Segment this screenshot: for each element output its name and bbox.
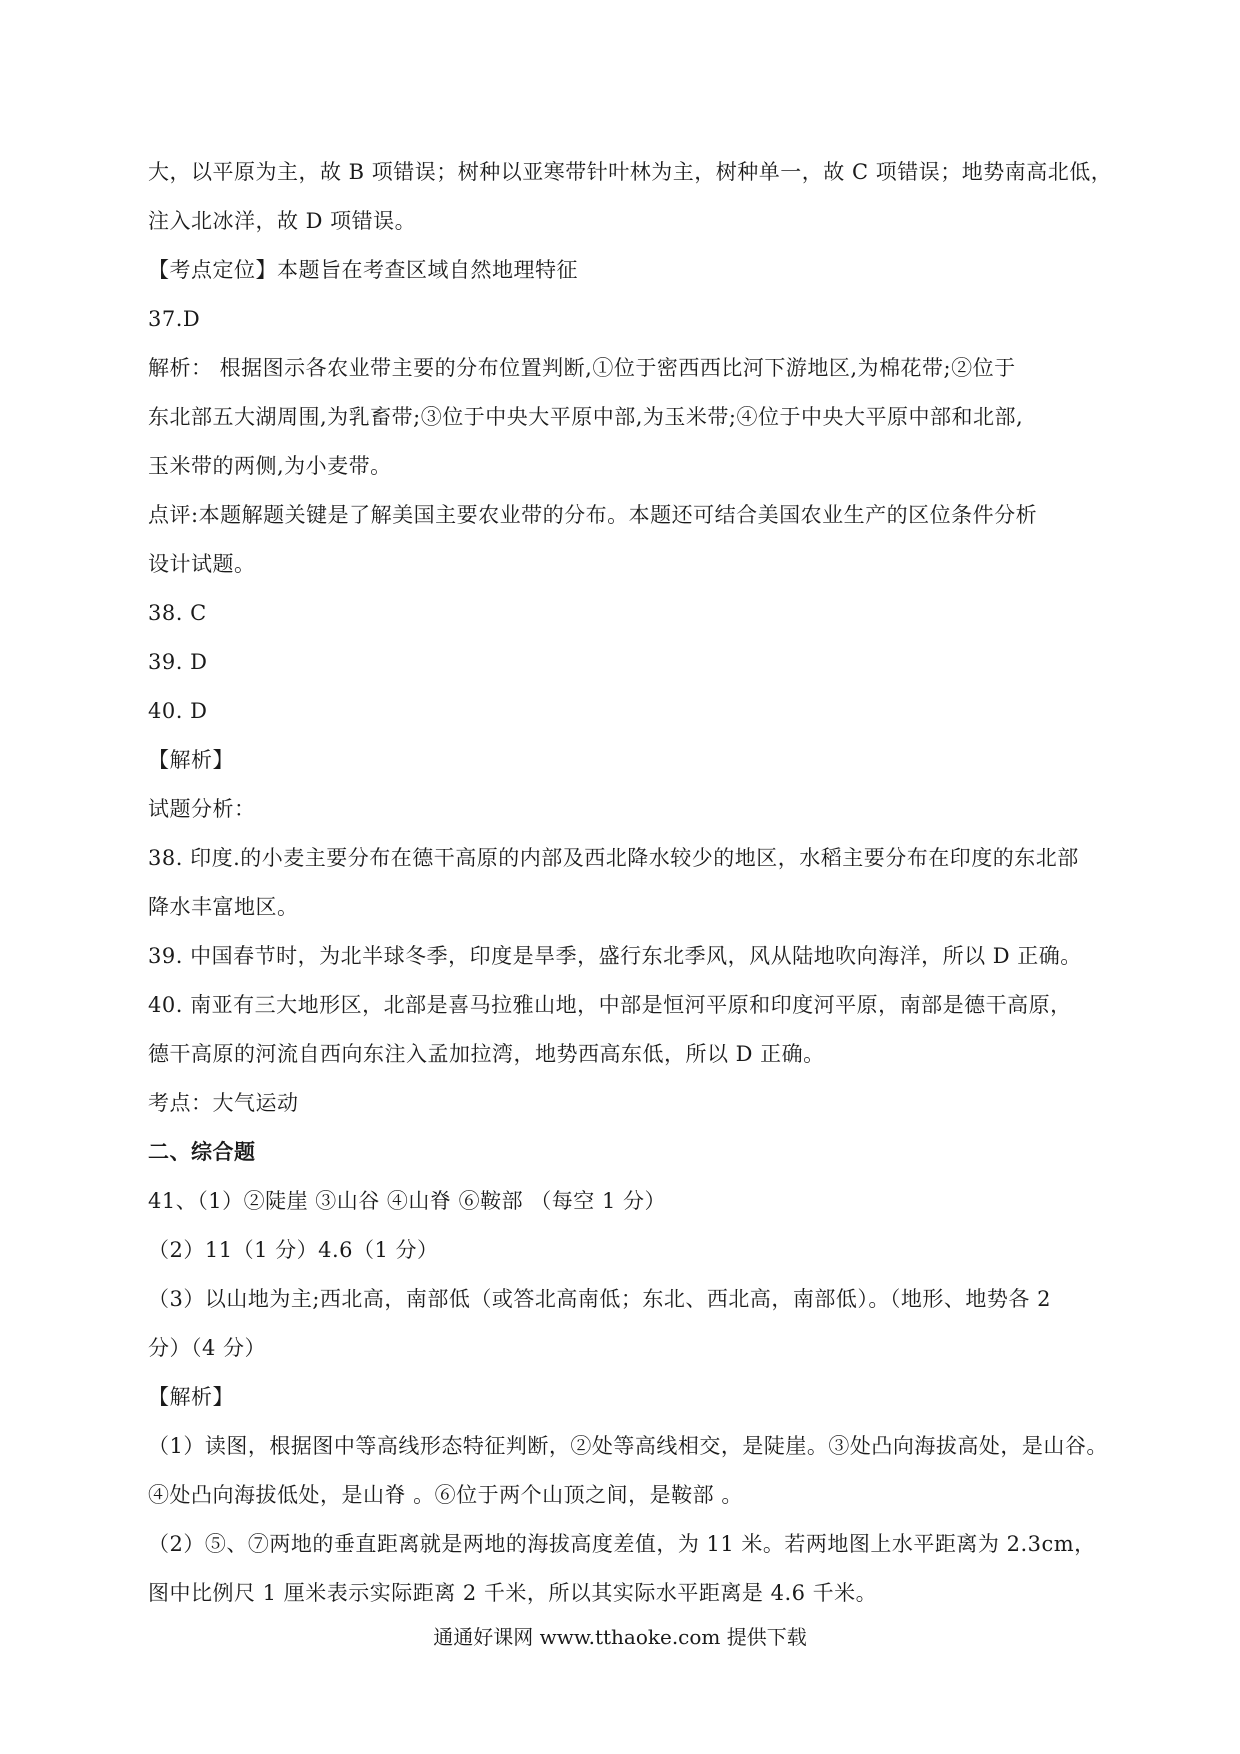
text-line: 东北部五大湖周围,为乳畜带;③位于中央大平原中部,为玉米带;④位于中央大平原中部和北部,: [148, 405, 1024, 429]
text-line: 38. C: [148, 601, 207, 625]
text-line: 40. 南亚有三大地形区，北部是喜马拉雅山地，中部是恒河平原和印度河平原，南部是德干高原，: [148, 993, 1072, 1017]
text-line: （2）⑤、⑦两地的垂直距离就是两地的海拔高度差值，为 11 米。若两地图上水平距离为 2.3cm，: [148, 1532, 1096, 1556]
text-line: 分）（4 分）: [148, 1336, 267, 1360]
text-line: 德干高原的河流自西向东注入孟加拉湾，地势西高东低，所以 D 正确。: [148, 1042, 825, 1066]
text-line: 【解析】: [148, 748, 234, 772]
text-line: 【解析】: [148, 1385, 234, 1409]
text-line: 图中比例尺 1 厘米表示实际距离 2 千米，所以其实际水平距离是 4.6 千米。: [148, 1581, 878, 1605]
page-footer: 通通好课网 www.tthaoke.com 提供下载: [433, 1625, 807, 1649]
text-line: 40. D: [148, 699, 208, 723]
section-heading: 二、综合题: [148, 1139, 256, 1164]
text-line: ④处凸向海拔低处，是山脊 。⑥位于两个山顶之间，是鞍部 。: [148, 1483, 743, 1507]
text-line: 设计试题。: [148, 552, 256, 576]
text-line: 试题分析：: [148, 797, 256, 821]
text-line: 38. 印度.的小麦主要分布在德干高原的内部及西北降水较少的地区，水稻主要分布在印度的东北部: [148, 846, 1079, 870]
text-line: 注入北冰洋，故 D 项错误。: [148, 209, 417, 233]
text-line: （2）11（1 分）4.6（1 分）: [148, 1238, 439, 1262]
text-line: 点评:本题解题关键是了解美国主要农业带的分布。本题还可结合美国农业生产的区位条件分析: [148, 503, 1038, 527]
text-line: 考点：大气运动: [148, 1091, 299, 1115]
text-line: （3）以山地为主;西北高，南部低（或答北高南低；东北、西北高，南部低）。（地形、地势各 2: [148, 1287, 1051, 1311]
text-line: 41、（1）②陡崖 ③山谷 ④山脊 ⑥鞍部 （每空 1 分）: [148, 1189, 666, 1213]
text-line: 大，以平原为主，故 B 项错误；树种以亚寒带针叶林为主，树种单一，故 C 项错误；地势南高北低，: [148, 160, 1113, 184]
text-line: 降水丰富地区。: [148, 895, 299, 919]
text-line: 39. D: [148, 650, 208, 674]
text-line: 【考点定位】本题旨在考查区域自然地理特征: [148, 258, 578, 282]
text-line: 玉米带的两侧,为小麦带。: [148, 454, 392, 478]
text-line: 39. 中国春节时，为北半球冬季，印度是旱季，盛行东北季风，风从陆地吹向海洋，所以 D 正确。: [148, 944, 1082, 968]
text-line: （1）读图，根据图中等高线形态特征判断，②处等高线相交，是陡崖。③处凸向海拔高处，是山谷。: [148, 1434, 1108, 1458]
text-line: 37.D: [148, 307, 201, 331]
text-line: 解析： 根据图示各农业带主要的分布位置判断,①位于密西西比河下游地区,为棉花带;②位于: [148, 356, 1016, 380]
